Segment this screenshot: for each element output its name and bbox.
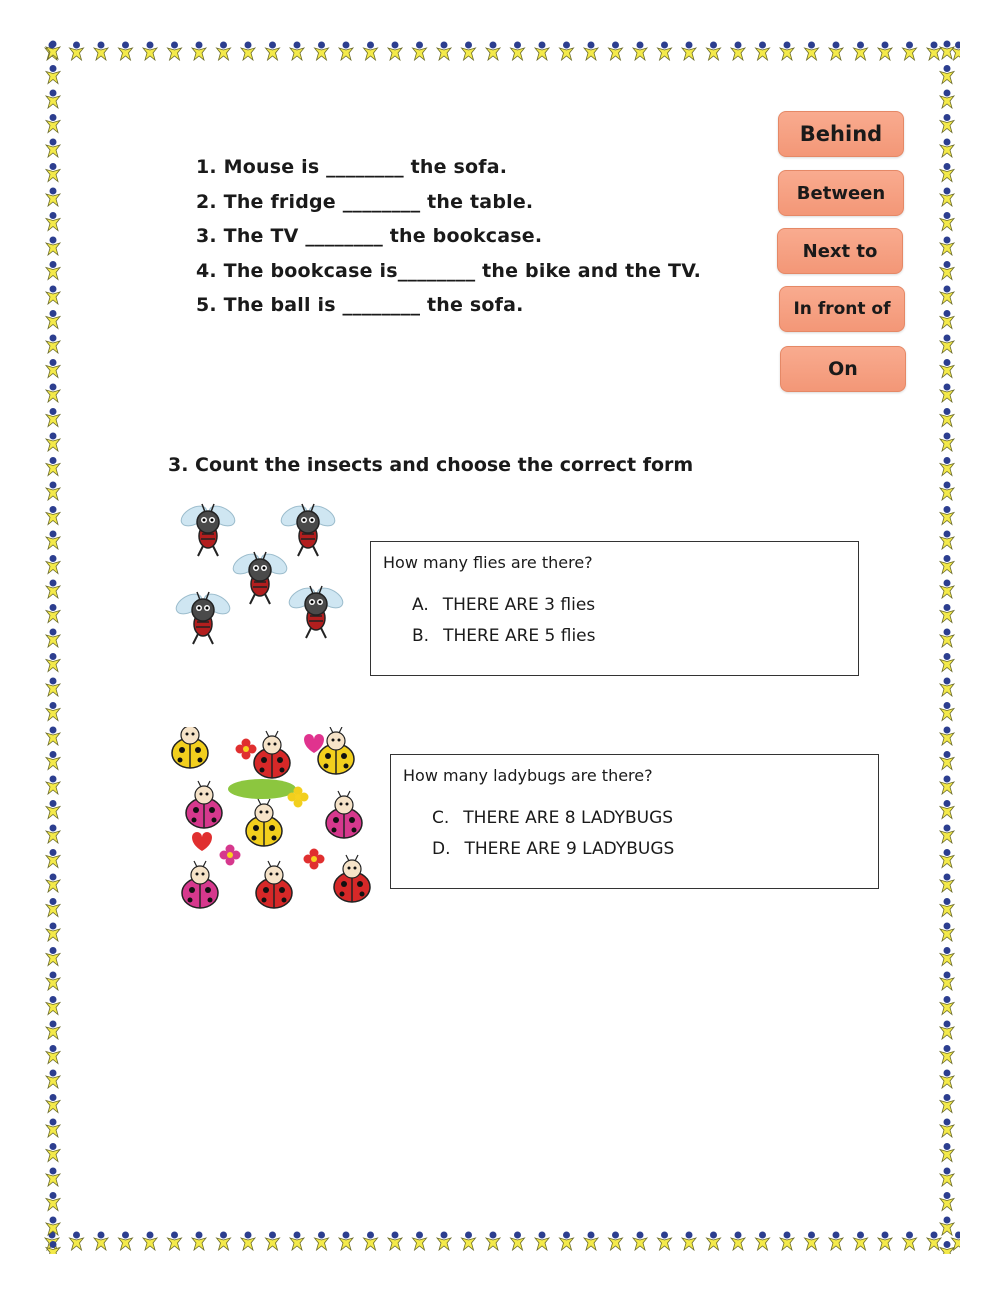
border-figure — [535, 42, 549, 61]
border-figure — [46, 188, 60, 207]
border-figure — [46, 1045, 60, 1064]
option-text: THERE ARE 8 LADYBUGS — [463, 808, 674, 828]
border-figure — [437, 1232, 451, 1251]
border-figure — [903, 42, 917, 61]
border-figure — [940, 482, 954, 501]
page-border-top — [40, 38, 960, 64]
border-figure — [315, 1232, 329, 1251]
word-behind-button[interactable]: Behind — [778, 111, 904, 157]
border-figure — [46, 531, 60, 550]
border-figure — [46, 237, 60, 256]
border-figure — [609, 42, 623, 61]
border-figure — [217, 1232, 231, 1251]
word-next-to-button[interactable]: Next to — [777, 228, 903, 274]
border-figure — [560, 1232, 574, 1251]
border-figure — [94, 1232, 108, 1251]
border-figure — [46, 114, 60, 133]
border-figure — [290, 1232, 304, 1251]
border-figure — [940, 261, 954, 280]
border-figure — [805, 42, 819, 61]
sentence-3: 3. The TV ________ the bookcase. — [196, 225, 543, 247]
border-figure — [940, 237, 954, 256]
border-figure — [940, 972, 954, 991]
border-figure — [46, 261, 60, 280]
border-figure — [217, 42, 231, 61]
border-figure — [290, 42, 304, 61]
border-figure — [46, 751, 60, 770]
border-figure — [46, 506, 60, 525]
flies-question: How many flies are there? — [383, 553, 593, 572]
border-figure — [46, 874, 60, 893]
border-figure — [560, 42, 574, 61]
leaf — [228, 779, 296, 799]
border-figure — [940, 555, 954, 574]
border-figure — [682, 1232, 696, 1251]
option-letter: D. — [432, 839, 451, 859]
border-figure — [46, 1119, 60, 1138]
border-figure — [731, 1232, 745, 1251]
border-figure — [780, 1232, 794, 1251]
ladybugs-illustration — [164, 727, 379, 922]
border-figure — [940, 163, 954, 182]
border-figure — [940, 580, 954, 599]
border-figure — [46, 163, 60, 182]
border-figure — [940, 90, 954, 109]
ladybug-3 — [318, 727, 354, 774]
page-border-left — [40, 38, 66, 1254]
border-figure — [805, 1232, 819, 1251]
border-figure — [940, 41, 954, 60]
border-figure — [940, 286, 954, 305]
border-figure — [940, 506, 954, 525]
border-figure — [486, 1232, 500, 1251]
border-figure — [46, 825, 60, 844]
ladybugs-option-c[interactable] — [432, 808, 673, 828]
heart-icon — [192, 832, 212, 851]
border-figure — [46, 555, 60, 574]
option-letter: A. — [412, 595, 429, 615]
border-figure — [46, 359, 60, 378]
ladybug-7 — [182, 861, 218, 908]
border-figure — [46, 972, 60, 991]
border-figure — [940, 65, 954, 84]
border-figure — [511, 42, 525, 61]
border-figure — [46, 1241, 60, 1254]
flower-icon — [236, 739, 257, 760]
border-figure — [940, 678, 954, 697]
border-figure — [940, 1119, 954, 1138]
border-figure — [940, 114, 954, 133]
border-figure — [388, 42, 402, 61]
border-figure — [940, 335, 954, 354]
border-figure — [658, 42, 672, 61]
option-text: THERE ARE 3 flies — [442, 595, 596, 615]
border-figure — [658, 1232, 672, 1251]
border-figure — [46, 776, 60, 795]
border-figure — [388, 1232, 402, 1251]
border-figure — [46, 65, 60, 84]
border-figure — [486, 42, 500, 61]
border-figure — [940, 604, 954, 623]
border-figure — [46, 1021, 60, 1040]
border-figure — [46, 653, 60, 672]
border-figure — [46, 604, 60, 623]
border-figure — [413, 1232, 427, 1251]
border-figure — [940, 653, 954, 672]
border-figure — [940, 1045, 954, 1064]
border-figure — [829, 1232, 843, 1251]
border-figure — [940, 384, 954, 403]
border-figure — [940, 825, 954, 844]
fly-5 — [286, 584, 346, 638]
border-figure — [119, 1232, 133, 1251]
flies-question-box — [370, 541, 859, 676]
word-in-front-of-button[interactable]: In front of — [779, 286, 905, 332]
border-figure — [46, 1070, 60, 1089]
border-figure — [940, 212, 954, 231]
option-letter: B. — [412, 626, 430, 646]
border-figure — [46, 457, 60, 476]
border-figure — [70, 1232, 84, 1251]
border-figure — [46, 384, 60, 403]
border-figure — [437, 42, 451, 61]
border-figure — [707, 42, 721, 61]
border-figure — [940, 923, 954, 942]
option-text: THERE ARE 5 flies — [443, 626, 596, 646]
border-figure — [46, 849, 60, 868]
ladybugs-question: How many ladybugs are there? — [403, 766, 653, 785]
border-figure — [829, 42, 843, 61]
border-figure — [756, 1232, 770, 1251]
border-figure — [413, 42, 427, 61]
fly-1 — [178, 502, 238, 556]
flower-icon — [220, 845, 241, 866]
border-figure — [241, 42, 255, 61]
border-figure — [940, 996, 954, 1015]
border-figure — [940, 1217, 954, 1236]
border-figure — [940, 751, 954, 770]
border-figure — [46, 947, 60, 966]
border-figure — [46, 702, 60, 721]
border-figure — [94, 42, 108, 61]
border-figure — [940, 531, 954, 550]
border-figure — [940, 874, 954, 893]
border-figure — [70, 42, 84, 61]
ladybugs-question-box — [390, 754, 879, 889]
fly-2 — [278, 502, 338, 556]
border-figure — [192, 1232, 206, 1251]
border-figure — [46, 286, 60, 305]
border-figure — [854, 1232, 868, 1251]
section-3-title: 3. Count the insects and choose the correct form — [168, 454, 694, 476]
border-figure — [46, 212, 60, 231]
sentence-2: 2. The fridge ________ the table. — [196, 190, 534, 213]
border-figure — [339, 42, 353, 61]
border-figure — [903, 1232, 917, 1251]
border-figure — [584, 1232, 598, 1251]
page-border-right — [934, 38, 960, 1254]
border-figure — [940, 776, 954, 795]
border-figure — [119, 42, 133, 61]
border-figure — [940, 1094, 954, 1113]
border-figure — [46, 629, 60, 648]
sentence-5: 5. The ball is ________ the sofa. — [196, 294, 524, 316]
ladybug-6 — [326, 791, 362, 838]
border-figure — [46, 335, 60, 354]
border-figure — [940, 800, 954, 819]
border-figure — [46, 1217, 60, 1236]
fly-3 — [230, 550, 290, 604]
border-figure — [46, 90, 60, 109]
ladybug-5 — [246, 799, 282, 846]
border-figure — [707, 1232, 721, 1251]
word-between-button[interactable]: Between — [778, 170, 904, 216]
border-figure — [940, 947, 954, 966]
border-figure — [364, 1232, 378, 1251]
border-figure — [46, 678, 60, 697]
border-figure — [878, 1232, 892, 1251]
fly-4 — [173, 590, 233, 644]
border-figure — [143, 1232, 157, 1251]
ladybug-4 — [186, 781, 222, 828]
border-figure — [940, 1192, 954, 1211]
word-on-button[interactable]: On — [780, 346, 906, 392]
border-figure — [940, 139, 954, 158]
border-figure — [462, 1232, 476, 1251]
border-figure — [854, 42, 868, 61]
border-figure — [46, 923, 60, 942]
border-figure — [940, 898, 954, 917]
border-figure — [364, 42, 378, 61]
border-figure — [46, 580, 60, 599]
border-figure — [731, 42, 745, 61]
border-figure — [46, 310, 60, 329]
border-figure — [535, 1232, 549, 1251]
border-figure — [339, 1232, 353, 1251]
border-figure — [46, 1094, 60, 1113]
border-figure — [940, 1021, 954, 1040]
border-figure — [192, 42, 206, 61]
border-figure — [143, 42, 157, 61]
flower-icon — [304, 849, 325, 870]
border-figure — [940, 629, 954, 648]
border-figure — [46, 139, 60, 158]
border-figure — [940, 1168, 954, 1187]
border-figure — [940, 727, 954, 746]
sentence-1: 1. Mouse is ________ the sofa. — [196, 156, 508, 178]
border-figure — [168, 42, 182, 61]
border-figure — [682, 42, 696, 61]
border-figure — [46, 1168, 60, 1187]
option-letter: C. — [432, 808, 450, 828]
flies-option-a[interactable] — [412, 595, 595, 615]
border-figure — [511, 1232, 525, 1251]
border-figure — [462, 42, 476, 61]
border-figure — [315, 42, 329, 61]
border-figure — [46, 727, 60, 746]
ladybug-9 — [334, 855, 370, 902]
border-figure — [940, 702, 954, 721]
border-figure — [46, 996, 60, 1015]
border-figure — [46, 408, 60, 427]
page-border-bottom — [40, 1228, 960, 1254]
sentence-4: 4. The bookcase is________ the bike and the TV. — [196, 259, 702, 282]
border-figure — [756, 42, 770, 61]
sentence-list — [196, 150, 701, 323]
border-figure — [266, 1232, 280, 1251]
border-figure — [940, 457, 954, 476]
ladybug-8 — [256, 861, 292, 908]
border-figure — [780, 42, 794, 61]
border-figure — [633, 42, 647, 61]
border-figure — [940, 310, 954, 329]
ladybug-2 — [254, 731, 290, 778]
border-figure — [46, 433, 60, 452]
option-text: THERE ARE 9 LADYBUGS — [464, 839, 675, 859]
border-figure — [241, 1232, 255, 1251]
border-figure — [584, 42, 598, 61]
border-figure — [878, 42, 892, 61]
border-figure — [266, 42, 280, 61]
border-figure — [46, 482, 60, 501]
ladybug-1 — [172, 727, 208, 768]
border-figure — [940, 359, 954, 378]
border-figure — [633, 1232, 647, 1251]
border-figure — [940, 1241, 954, 1254]
flies-illustration — [168, 500, 358, 660]
border-figure — [168, 1232, 182, 1251]
border-figure — [940, 1070, 954, 1089]
border-figure — [940, 849, 954, 868]
border-figure — [609, 1232, 623, 1251]
border-figure — [940, 188, 954, 207]
ladybugs-option-d[interactable] — [432, 839, 674, 859]
border-figure — [46, 800, 60, 819]
border-figure — [46, 898, 60, 917]
border-figure — [940, 433, 954, 452]
border-figure — [46, 41, 60, 60]
border-figure — [940, 408, 954, 427]
border-figure — [940, 1143, 954, 1162]
flies-option-b[interactable] — [412, 626, 596, 646]
border-figure — [46, 1143, 60, 1162]
border-figure — [46, 1192, 60, 1211]
